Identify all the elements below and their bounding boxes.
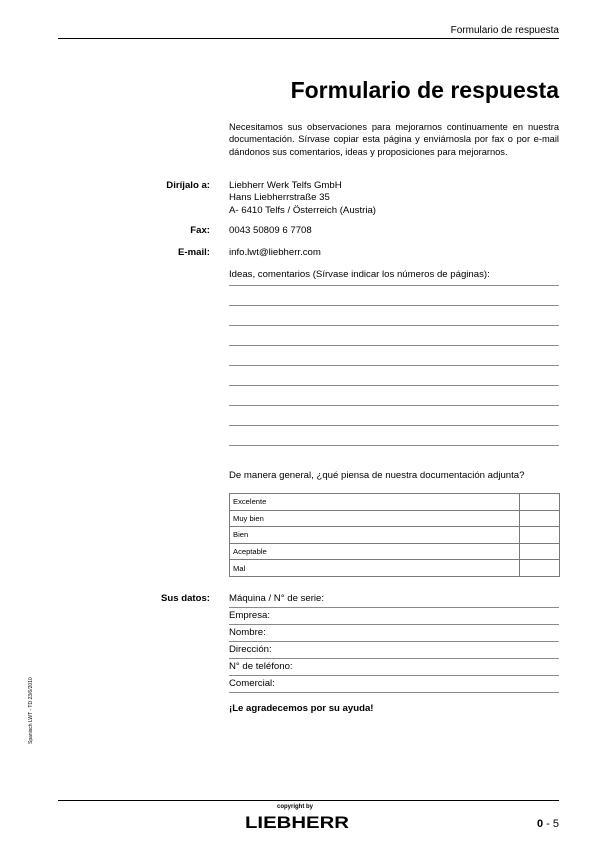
rating-question: De manera general, ¿qué piensa de nuestra documentación adjunta? — [229, 470, 525, 481]
rating-row — [230, 510, 560, 527]
address-line: Liebherr Werk Telfs GmbH — [229, 180, 342, 191]
phone-field: N° de teléfono: — [229, 661, 293, 672]
email-label: E-mail: — [178, 247, 210, 258]
comment-line[interactable] — [229, 305, 559, 306]
address-line: Hans Liebherrstraße 35 — [229, 192, 330, 204]
rating-option: Mal — [230, 560, 520, 577]
company-field: Empresa: — [229, 610, 271, 621]
rating-row — [230, 494, 560, 511]
page-separator: - — [543, 818, 553, 830]
comment-line[interactable] — [229, 405, 559, 406]
name-field: Nombre: — [229, 627, 266, 638]
thanks-text: ¡Le agradecemos por su ayuda! — [229, 703, 374, 714]
rating-option: Aceptable — [230, 543, 520, 560]
running-header: Formulario de respuesta — [450, 25, 559, 36]
footer-rule — [58, 800, 559, 801]
rating-option: Excelente — [230, 494, 520, 511]
comment-line[interactable] — [229, 385, 559, 386]
machine-serial-field: Máquina / N° de serie: — [229, 593, 325, 604]
fax-value: 0043 50809 6 7708 — [229, 225, 312, 236]
rating-row — [230, 527, 560, 544]
header-rule — [58, 38, 559, 39]
sales-rep-field: Comercial: — [229, 678, 275, 689]
comment-line[interactable] — [229, 445, 559, 446]
address-label: Diríjalo a: — [166, 180, 210, 191]
chapter-number: 0 — [536, 818, 544, 830]
comment-line[interactable] — [229, 425, 559, 426]
liebherr-logo — [244, 813, 350, 831]
comment-line[interactable] — [229, 345, 559, 346]
comment-line[interactable] — [229, 365, 559, 366]
address-line-input[interactable] — [229, 658, 559, 659]
page-number — [537, 818, 559, 830]
rating-option: Bien — [230, 527, 520, 544]
comment-line[interactable] — [229, 285, 559, 286]
sales-rep-line[interactable] — [229, 692, 559, 693]
ideas-label: Ideas, comentarios (Sírvase indicar los números de páginas): — [229, 269, 490, 280]
rating-checkbox[interactable] — [520, 527, 560, 544]
rating-row — [230, 543, 560, 560]
rating-checkbox[interactable] — [520, 510, 560, 527]
address-field: Dirección: — [229, 644, 272, 655]
page-title: Formulario de respuesta — [290, 77, 559, 103]
rating-row — [230, 560, 560, 577]
rating-checkbox[interactable] — [520, 560, 560, 577]
rating-checkbox[interactable] — [520, 543, 560, 560]
copyright-text: copyright by — [276, 804, 313, 810]
side-note: Spanisch LWT - TD 23/6/2010 — [28, 677, 34, 744]
name-line[interactable] — [229, 641, 559, 642]
rating-option: Muy bien — [230, 510, 520, 527]
phone-line[interactable] — [229, 675, 559, 676]
email-value[interactable]: info.lwt@liebherr.com — [229, 247, 321, 258]
address-line: A- 6410 Telfs / Österreich (Austria) — [229, 204, 376, 216]
fax-label: Fax: — [190, 225, 210, 236]
rating-checkbox[interactable] — [520, 494, 560, 511]
rating-table — [229, 493, 560, 577]
page-index: 5 — [552, 818, 559, 830]
company-line[interactable] — [229, 624, 559, 625]
comment-line[interactable] — [229, 325, 559, 326]
user-data-label: Sus datos: — [160, 593, 210, 604]
intro-paragraph: Necesitamos sus observaciones para mejorarnos continuamente en nuestra documentación. Sírvase copiar esta página y enviárnosla por fax o por e-mail dándonos sus comentarios, ideas y proposiciones para mejorarnos. — [229, 122, 559, 157]
logo-text: LIEBHERR — [245, 813, 349, 831]
address-block — [229, 180, 376, 217]
machine-serial-line[interactable] — [229, 607, 559, 608]
